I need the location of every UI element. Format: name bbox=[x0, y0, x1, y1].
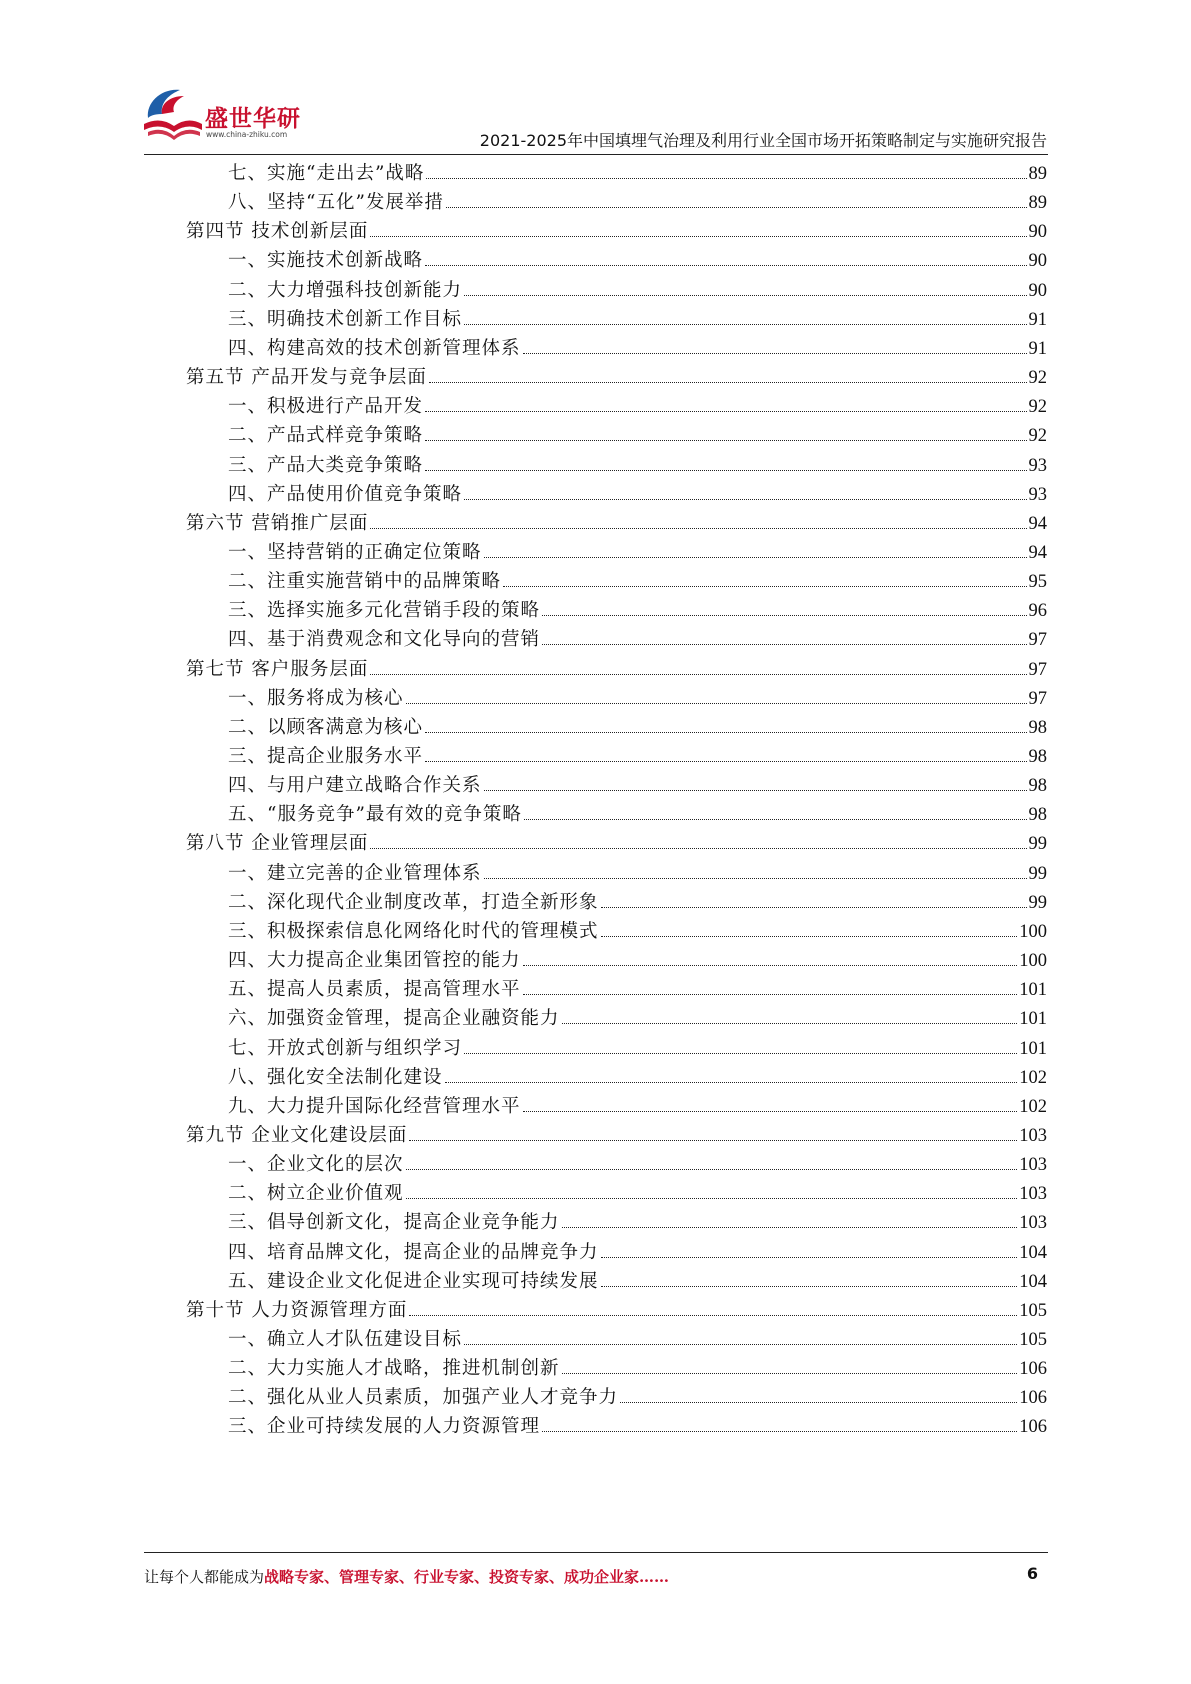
slogan-highlight: 战略专家、管理专家、行业专家、投资专家、成功企业家…… bbox=[264, 1568, 670, 1586]
toc-entry-title: 四、大力提高企业集团管控的能力 bbox=[228, 950, 521, 972]
toc-entry-page: 98 bbox=[1028, 805, 1047, 826]
toc-entry-page: 106 bbox=[1019, 1359, 1047, 1380]
brand-logo-icon bbox=[140, 84, 204, 146]
toc-dot-leader bbox=[523, 1111, 1018, 1112]
toc-entry-page: 101 bbox=[1019, 1038, 1047, 1059]
toc-dot-leader bbox=[406, 1169, 1018, 1170]
toc-subsection-entry[interactable] bbox=[228, 479, 1047, 510]
toc-entry-page: 100 bbox=[1019, 951, 1047, 972]
toc-entry-page: 103 bbox=[1019, 1184, 1047, 1205]
toc-entry-title: 四、基于消费观念和文化导向的营销 bbox=[228, 629, 541, 651]
toc-entry-title: 二、大力增强科技创新能力 bbox=[228, 279, 463, 301]
toc-entry-title: 一、服务将成为核心 bbox=[228, 687, 404, 709]
toc-dot-leader bbox=[523, 353, 1027, 354]
footer-slogan bbox=[144, 1566, 669, 1587]
toc-subsection-entry[interactable] bbox=[228, 1237, 1047, 1268]
toc-subsection-entry[interactable] bbox=[228, 275, 1047, 306]
toc-entry-page: 99 bbox=[1028, 892, 1047, 913]
toc-entry-page: 105 bbox=[1019, 1300, 1047, 1321]
toc-dot-leader bbox=[484, 557, 1027, 558]
toc-entry-title: 八、强化安全法制化建设 bbox=[228, 1066, 443, 1088]
toc-entry-title: 三、积极探索信息化网络化时代的管理模式 bbox=[228, 920, 599, 942]
toc-dot-leader bbox=[425, 411, 1026, 412]
toc-section-entry[interactable] bbox=[186, 828, 1047, 859]
toc-entry-page: 106 bbox=[1019, 1417, 1047, 1438]
toc-dot-leader bbox=[464, 324, 1026, 325]
toc-entry-title: 四、产品使用价值竞争策略 bbox=[228, 483, 463, 505]
toc-section-entry[interactable] bbox=[186, 654, 1047, 685]
toc-subsection-entry[interactable] bbox=[228, 245, 1047, 276]
toc-dot-leader bbox=[370, 528, 1026, 529]
toc-entry-title: 九、大力提升国际化经营管理水平 bbox=[228, 1095, 521, 1117]
toc-entry-title: 二、强化从业人员素质，加强产业人才竞争力 bbox=[228, 1387, 619, 1409]
toc-subsection-entry[interactable] bbox=[228, 450, 1047, 481]
toc-dot-leader bbox=[562, 1373, 1018, 1374]
toc-entry-title: 第九节 企业文化建设层面 bbox=[186, 1124, 408, 1146]
toc-subsection-entry[interactable] bbox=[228, 887, 1047, 918]
toc-dot-leader bbox=[464, 1053, 1017, 1054]
toc-subsection-entry[interactable] bbox=[228, 420, 1047, 451]
toc-section-entry[interactable] bbox=[186, 1120, 1047, 1151]
toc-entry-page: 102 bbox=[1019, 1096, 1047, 1117]
toc-entry-page: 97 bbox=[1028, 688, 1047, 709]
toc-subsection-entry[interactable] bbox=[228, 1091, 1047, 1122]
toc-subsection-entry[interactable] bbox=[228, 858, 1047, 889]
toc-entry-title: 三、提高企业服务水平 bbox=[228, 746, 424, 767]
toc-subsection-entry[interactable] bbox=[228, 945, 1047, 976]
toc-subsection-entry[interactable] bbox=[228, 158, 1047, 189]
toc-entry-page: 97 bbox=[1028, 659, 1047, 680]
toc-entry-title: 四、构建高效的技术创新管理体系 bbox=[228, 337, 521, 359]
toc-entry-title: 第八节 企业管理层面 bbox=[186, 833, 369, 855]
toc-subsection-entry[interactable] bbox=[228, 1266, 1047, 1297]
toc-dot-leader bbox=[542, 615, 1026, 616]
toc-entry-title: 一、确立人才队伍建设目标 bbox=[228, 1329, 463, 1350]
toc-entry-page: 99 bbox=[1028, 834, 1047, 855]
slogan-prefix: 让每个人都能成为 bbox=[144, 1568, 265, 1586]
toc-dot-leader bbox=[542, 1431, 1017, 1432]
toc-entry-title: 一、企业文化的层次 bbox=[228, 1154, 404, 1176]
toc-subsection-entry[interactable] bbox=[228, 566, 1047, 597]
toc-dot-leader bbox=[425, 470, 1026, 471]
toc-dot-leader bbox=[464, 499, 1026, 500]
toc-entry-title: 六、加强资金管理，提高企业融资能力 bbox=[228, 1008, 560, 1030]
toc-entry-page: 96 bbox=[1028, 601, 1047, 622]
toc-dot-leader bbox=[601, 1286, 1018, 1287]
toc-entry-page: 97 bbox=[1028, 630, 1047, 651]
toc-entry-title: 五、“服务竞争”最有效的竞争策略 bbox=[228, 804, 522, 826]
toc-entry-page: 102 bbox=[1019, 1067, 1047, 1088]
toc-entry-title: 三、产品大类竞争策略 bbox=[228, 454, 424, 476]
toc-section-entry[interactable] bbox=[186, 1295, 1047, 1326]
toc-entry-page: 94 bbox=[1028, 513, 1047, 534]
toc-section-entry[interactable] bbox=[186, 508, 1047, 539]
toc-entry-page: 105 bbox=[1019, 1330, 1047, 1350]
toc-subsection-entry[interactable] bbox=[228, 1324, 1047, 1355]
page-header bbox=[0, 0, 1191, 150]
brand-name: 盛世华研 bbox=[205, 106, 301, 132]
toc-entry-title: 五、提高人员素质，提高管理水平 bbox=[228, 979, 521, 1001]
toc-dot-leader bbox=[370, 674, 1026, 675]
toc-entry-page: 100 bbox=[1019, 921, 1047, 942]
toc-entry-page: 89 bbox=[1028, 193, 1047, 214]
toc-dot-leader bbox=[425, 761, 1026, 762]
toc-dot-leader bbox=[425, 440, 1026, 441]
toc-entry-page: 95 bbox=[1028, 572, 1047, 593]
toc-entry-title: 二、深化现代企业制度改革，打造全新形象 bbox=[228, 891, 599, 913]
toc-dot-leader bbox=[446, 207, 1027, 208]
toc-subsection-entry[interactable] bbox=[228, 1062, 1047, 1093]
page-footer bbox=[144, 1566, 1048, 1596]
toc-entry-title: 二、以顾客满意为核心 bbox=[228, 716, 424, 738]
toc-subsection-entry[interactable] bbox=[228, 1003, 1047, 1034]
toc-entry-title: 三、倡导创新文化，提高企业竞争能力 bbox=[228, 1212, 560, 1234]
brand-logo bbox=[140, 84, 330, 146]
toc-dot-leader bbox=[425, 265, 1026, 266]
toc-entry-page: 92 bbox=[1028, 426, 1047, 447]
toc-dot-leader bbox=[523, 965, 1018, 966]
toc-subsection-entry[interactable] bbox=[228, 1033, 1047, 1064]
toc-entry-title: 五、建设企业文化促进企业实现可持续发展 bbox=[228, 1270, 599, 1292]
toc-entry-page: 94 bbox=[1028, 542, 1047, 563]
toc-entry-title: 第七节 客户服务层面 bbox=[186, 658, 369, 680]
toc-entry-page: 104 bbox=[1019, 1271, 1047, 1292]
toc-subsection-entry[interactable] bbox=[228, 799, 1047, 830]
toc-dot-leader bbox=[503, 586, 1026, 587]
toc-subsection-entry[interactable] bbox=[228, 187, 1047, 218]
toc-dot-leader bbox=[409, 1315, 1017, 1316]
toc-entry-title: 二、大力实施人才战略，推进机制创新 bbox=[228, 1358, 560, 1380]
toc-entry-title: 四、与用户建立战略合作关系 bbox=[228, 775, 482, 797]
toc-section-entry[interactable] bbox=[186, 362, 1047, 393]
toc-subsection-entry[interactable] bbox=[228, 770, 1047, 801]
toc-dot-leader bbox=[445, 1082, 1018, 1083]
toc-subsection-entry[interactable] bbox=[228, 1353, 1047, 1384]
toc-entry-page: 101 bbox=[1019, 1009, 1047, 1030]
toc-entry-page: 98 bbox=[1028, 776, 1047, 797]
toc-dot-leader bbox=[484, 790, 1027, 791]
toc-dot-leader bbox=[464, 295, 1026, 296]
toc-entry-title: 第五节 产品开发与竞争层面 bbox=[186, 367, 427, 389]
toc-entry-page: 89 bbox=[1028, 164, 1047, 184]
toc-dot-leader bbox=[484, 878, 1027, 879]
toc-entry-title: 七、实施“走出去”战略 bbox=[228, 163, 425, 184]
toc-entry-title: 三、明确技术创新工作目标 bbox=[228, 308, 463, 330]
footer-divider bbox=[144, 1552, 1048, 1553]
toc-dot-leader bbox=[620, 1402, 1017, 1403]
toc-dot-leader bbox=[601, 1257, 1018, 1258]
toc-dot-leader bbox=[406, 1198, 1018, 1199]
toc-entry-page: 103 bbox=[1019, 1155, 1047, 1176]
toc-subsection-entry[interactable] bbox=[228, 974, 1047, 1005]
toc-entry-page: 93 bbox=[1028, 484, 1047, 505]
toc-entry-title: 第四节 技术创新层面 bbox=[186, 221, 369, 243]
toc-entry-page: 91 bbox=[1028, 338, 1047, 359]
toc-entry-title: 二、注重实施营销中的品牌策略 bbox=[228, 571, 502, 593]
toc-entry-page: 92 bbox=[1028, 397, 1047, 418]
toc-dot-leader bbox=[409, 1140, 1017, 1141]
brand-url: www.china-zhiku.com bbox=[206, 130, 288, 139]
toc-subsection-entry[interactable] bbox=[228, 624, 1047, 655]
toc-dot-leader bbox=[601, 907, 1027, 908]
toc-entry-page: 90 bbox=[1028, 251, 1047, 272]
toc-entry-page: 91 bbox=[1028, 309, 1047, 330]
toc-entry-page: 101 bbox=[1019, 980, 1047, 1001]
toc-entry-page: 93 bbox=[1028, 455, 1047, 476]
toc-subsection-entry[interactable] bbox=[228, 333, 1047, 364]
toc-entry-page: 104 bbox=[1019, 1242, 1047, 1263]
toc-entry-page: 92 bbox=[1028, 368, 1047, 389]
toc-dot-leader bbox=[542, 644, 1026, 645]
toc-entry-title: 二、树立企业价值观 bbox=[228, 1183, 404, 1205]
toc-section-entry[interactable] bbox=[186, 216, 1047, 247]
toc-entry-title: 三、企业可持续发展的人力资源管理 bbox=[228, 1416, 541, 1438]
toc-entry-title: 二、产品式样竞争策略 bbox=[228, 425, 424, 447]
toc-entry-title: 八、坚持“五化”发展举措 bbox=[228, 192, 444, 214]
toc-dot-leader bbox=[562, 1227, 1018, 1228]
toc-subsection-entry[interactable] bbox=[228, 1178, 1047, 1209]
toc-entry-title: 一、建立完善的企业管理体系 bbox=[228, 862, 482, 884]
toc-subsection-entry[interactable] bbox=[228, 1207, 1047, 1238]
toc-subsection-entry[interactable] bbox=[228, 916, 1047, 947]
toc-dot-leader bbox=[524, 819, 1027, 820]
toc-entry-title: 三、选择实施多元化营销手段的策略 bbox=[228, 600, 541, 622]
toc-entry-page: 106 bbox=[1019, 1388, 1047, 1409]
header-divider bbox=[144, 154, 1048, 155]
toc-subsection-entry[interactable] bbox=[228, 1382, 1047, 1413]
toc-dot-leader bbox=[425, 732, 1026, 733]
toc-dot-leader bbox=[464, 1344, 1017, 1345]
toc-subsection-entry[interactable] bbox=[228, 1411, 1047, 1442]
toc-entry-page: 103 bbox=[1019, 1125, 1047, 1146]
toc-dot-leader bbox=[370, 236, 1026, 237]
toc-entry-title: 四、培育品牌文化，提高企业的品牌竞争力 bbox=[228, 1241, 599, 1263]
toc-dot-leader bbox=[523, 994, 1018, 995]
toc-subsection-entry[interactable] bbox=[228, 683, 1047, 714]
toc-subsection-entry[interactable] bbox=[228, 595, 1047, 626]
toc-entry-title: 一、坚持营销的正确定位策略 bbox=[228, 541, 482, 563]
toc-subsection-entry[interactable] bbox=[228, 712, 1047, 743]
toc-dot-leader bbox=[562, 1023, 1018, 1024]
toc-entry-page: 103 bbox=[1019, 1213, 1047, 1234]
toc-entry-title: 七、开放式创新与组织学习 bbox=[228, 1037, 463, 1059]
toc-entry-page: 90 bbox=[1028, 222, 1047, 243]
toc-subsection-entry[interactable] bbox=[228, 1149, 1047, 1180]
toc-dot-leader bbox=[429, 382, 1027, 383]
toc-entry-page: 99 bbox=[1028, 863, 1047, 884]
report-title: 2021-2025年中国填埋气治理及利用行业全国市场开拓策略制定与实施研究报告 bbox=[479, 131, 1047, 150]
toc-entry-page: 90 bbox=[1028, 280, 1047, 301]
toc-subsection-entry[interactable] bbox=[228, 391, 1047, 422]
toc-dot-leader bbox=[426, 178, 1026, 179]
toc-entry-title: 一、实施技术创新战略 bbox=[228, 250, 424, 272]
toc-subsection-entry[interactable] bbox=[228, 537, 1047, 568]
toc-dot-leader bbox=[406, 703, 1027, 704]
toc-dot-leader bbox=[370, 848, 1026, 849]
toc-entry-title: 一、积极进行产品开发 bbox=[228, 396, 424, 418]
toc-subsection-entry[interactable] bbox=[228, 741, 1047, 772]
toc-subsection-entry[interactable] bbox=[228, 304, 1047, 335]
page-number: 6 bbox=[1026, 1564, 1038, 1583]
toc-entry-title: 第十节 人力资源管理方面 bbox=[186, 1299, 408, 1321]
toc-entry-title: 第六节 营销推广层面 bbox=[186, 512, 369, 534]
toc-entry-page: 98 bbox=[1028, 717, 1047, 738]
toc-dot-leader bbox=[601, 936, 1018, 937]
toc-entry-page: 98 bbox=[1028, 747, 1047, 767]
